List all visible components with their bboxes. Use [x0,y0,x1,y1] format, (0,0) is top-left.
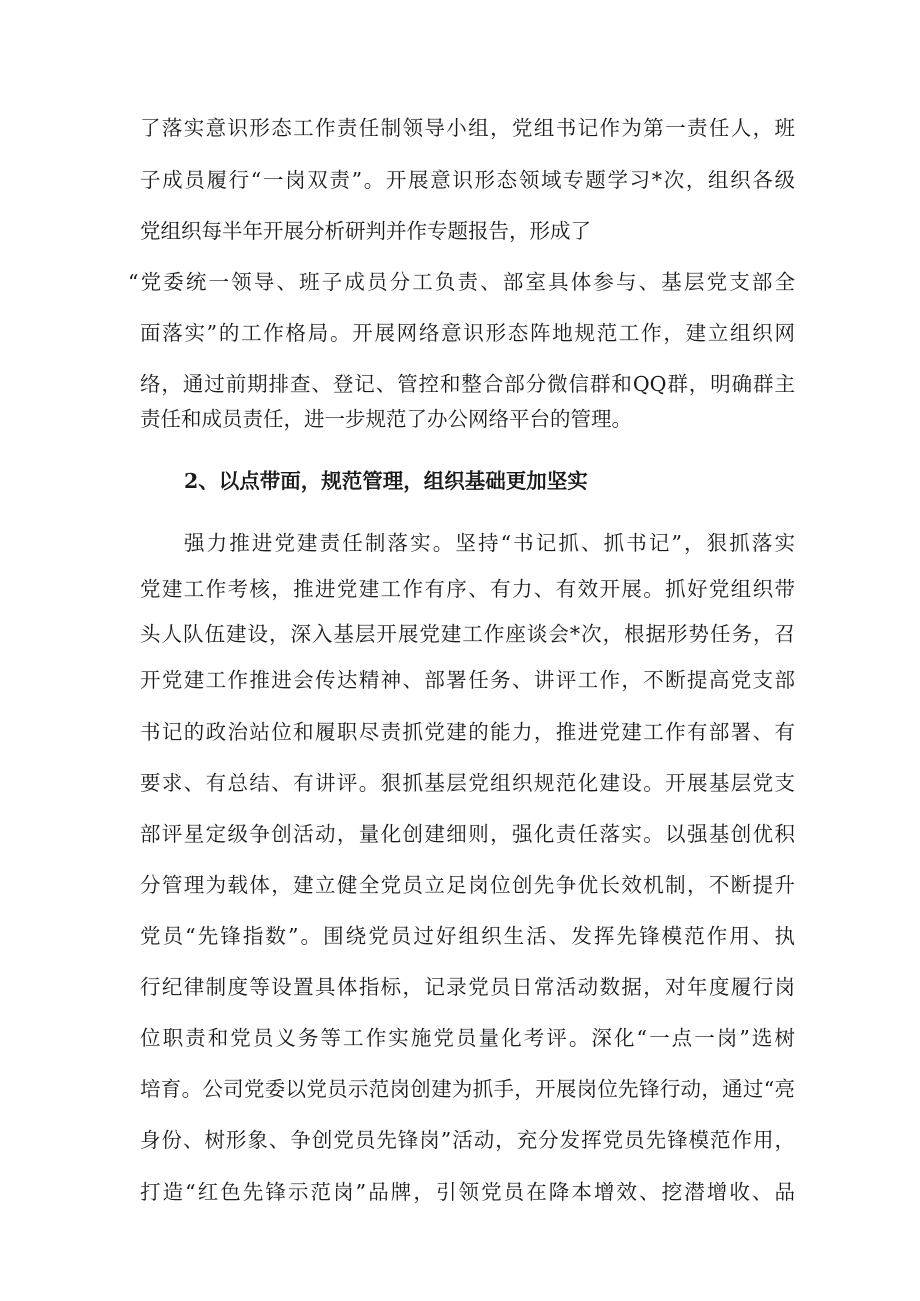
paragraph-line: 党建工作考核，推进党建工作有序、有力、有效开展。抓好党组织带 [140,577,795,601]
paragraph-line: 党员“先锋指数”。围绕党员过好组织生活、发挥先锋模范作用、执 [140,924,795,948]
paragraph-line: 打造“红色先锋示范岗”品牌，引领党员在降本增效、挖潜增收、品 [140,1180,795,1204]
paragraph-line: 书记的政治站位和履职尽责抓党建的能力，推进党建工作有部署、有 [140,720,795,744]
paragraph-line: 强力推进党建责任制落实。坚持“书记抓、抓书记”，狠抓落实 [184,531,795,555]
paragraph-line: “党委统一领导、班子成员分工负责、部室具体参与、基层党支部全 [128,270,795,294]
paragraph-line: 身份、树形象、争创党员先锋岗”活动，充分发挥党员先锋模范作用， [140,1128,795,1152]
section-heading: 2、以点带面，规范管理，组织基础更加坚实 [184,469,588,493]
paragraph-line: 面落实”的工作格局。开展网络意识形态阵地规范工作，建立组织网 [140,321,795,345]
paragraph-line: 开党建工作推进会传达精神、部署任务、讲评工作，不断提高党支部 [140,668,795,692]
paragraph-line: 责任和成员责任，进一步规范了办公网络平台的管理。 [140,407,632,431]
paragraph-line: 要求、有总结、有讲评。狠抓基层党组织规范化建设。开展基层党支 [140,771,795,795]
paragraph-line: 行纪律制度等设置具体指标，记录党员日常活动数据，对年度履行岗 [140,975,795,999]
paragraph-line: 络，通过前期排查、登记、管控和整合部分微信群和QQ群，明确群主 [140,372,795,396]
paragraph-line: 培育。公司党委以党员示范岗创建为抓手，开展岗位先锋行动，通过“亮 [140,1077,795,1101]
paragraph-line: 党组织每半年开展分析研判并作专题报告，形成了 [140,219,591,243]
paragraph-line: 位职责和党员义务等工作实施党员量化考评。深化“一点一岗”选树 [140,1026,795,1050]
paragraph-line: 了落实意识形态工作责任制领导小组，党组书记作为第一责任人，班 [140,116,795,140]
paragraph-line: 头人队伍建设，深入基层开展党建工作座谈会*次，根据形势任务，召 [140,622,795,646]
paragraph-line: 子成员履行“一岗双责”。开展意识形态领域专题学习*次，组织各级 [140,168,795,192]
paragraph-line: 部评星定级争创活动，量化创建细则，强化责任落实。以强基创优积 [140,822,795,846]
paragraph-line: 分管理为载体，建立健全党员立足岗位创先争优长效机制，不断提升 [140,873,795,897]
